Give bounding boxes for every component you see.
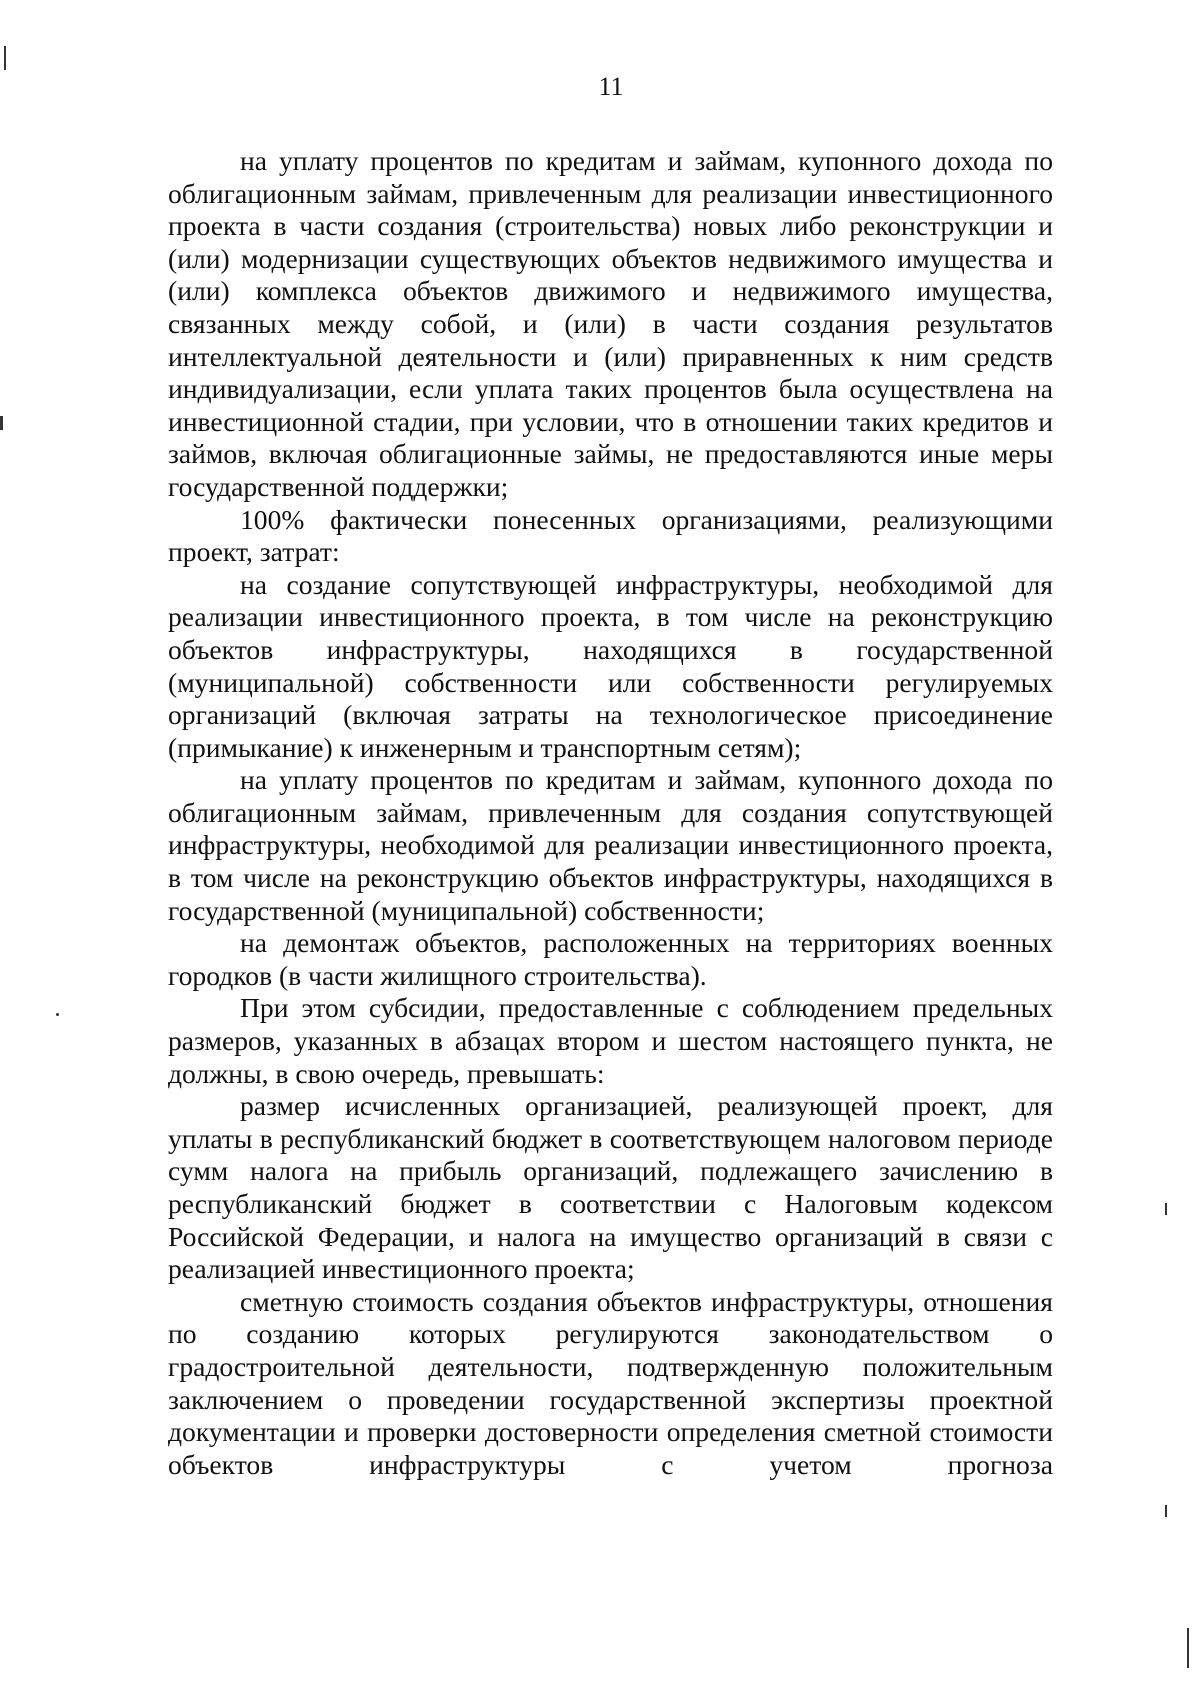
document-body	[168, 145, 1053, 1481]
paragraph-subsidy-limits: При этом субсидии, предоставленные с соблюдением предельных размеров, указанных в абзацах втором и шестом настоящего пункта, не должны, в свою очередь, превышать:	[168, 992, 1053, 1089]
paragraph-interest-investment-project: на уплату процентов по кредитам и займам, купонного дохода по облигационным займам, привлеченным для реализации инвестиционного проекта в части создания (строительства) новых либо реконструкции и (или) модернизации существующих объектов недвижимого имущества и (или) комплекса объектов движимого и недвижимого имущества, связанных между собой, и (или) в части создания результатов интеллектуальной деятельности и (или) приравненных к ним средств индивидуализации, если уплата таких процентов была осуществлена на инвестиционной стадии, при условии, что в отношении таких кредитов и займов, включая облигационные займы, не предоставляются иные меры государственной поддержки;	[168, 145, 1053, 502]
paragraph-estimated-cost: сметную стоимость создания объектов инфраструктуры, отношения по созданию которых регулируются законодательством о градостроительной деятельности, подтвержденную положительным заключением о проведении государственной экспертизы проектной документации и проверки достоверности определения сметной стоимости объектов инфраструктуры с учетом прогноза	[168, 1285, 1053, 1480]
paragraph-dismantling: на демонтаж объектов, расположенных на территориях военных городков (в части жилищного строительства).	[168, 927, 1053, 991]
paragraph-tax-amount: размер исчисленных организацией, реализующей проект, для уплаты в республиканский бюджет в соответствующем налоговом периоде сумм налога на прибыль организаций, подлежащего зачислению в республиканский бюджет в соответствии с Налоговым кодексом Российской Федерации, и налога на имущество организаций в связи с реализацией инвестиционного проекта;	[168, 1090, 1053, 1285]
scan-artifact-left-top	[4, 46, 6, 70]
scan-artifact-left-dot	[56, 1013, 59, 1016]
paragraph-hundred-percent-costs: 100% фактически понесенных организациями, реализующими проект, затрат:	[168, 503, 1053, 568]
paragraph-interest-infrastructure: на уплату процентов по кредитам и займам, купонного дохода по облигационным займам, привлеченным для создания сопутствующей инфраструктуры, необходимой для реализации инвестиционного проекта, в том числе на реконструкцию объектов инфраструктуры, находящихся в государственной (муниципальной) собственности;	[168, 764, 1053, 926]
scan-artifact-right-tick-2	[1165, 1505, 1167, 1517]
scan-artifact-right-bottom	[1187, 1628, 1189, 1668]
page-number: 11	[598, 72, 624, 101]
scan-artifact-left-middle	[0, 416, 3, 430]
scan-artifact-right-tick-1	[1165, 1203, 1167, 1215]
paragraph-infrastructure-creation: на создание сопутствующей инфраструктуры, необходимой для реализации инвестиционного проекта, в том числе на реконструкцию объектов инфраструктуры, находящихся в государственной (муниципальной) собственности или собственности регулируемых организаций (включая затраты на технологическое присоединение (примыкание) к инженерным и транспортным сетям);	[168, 568, 1053, 763]
